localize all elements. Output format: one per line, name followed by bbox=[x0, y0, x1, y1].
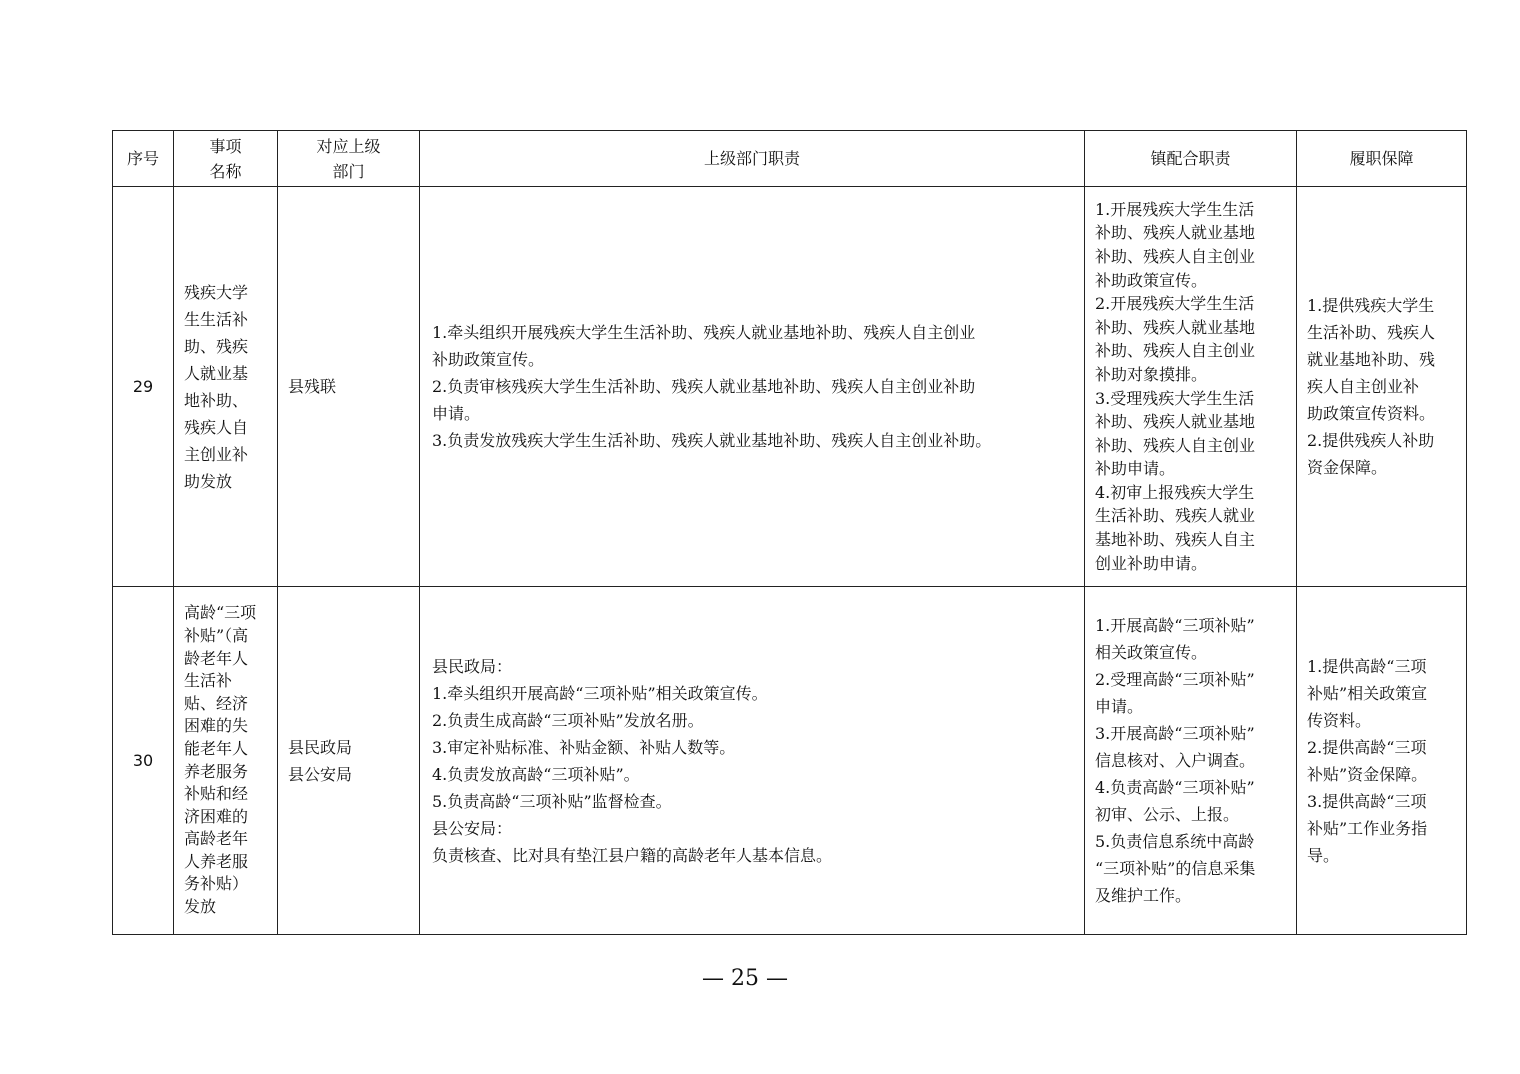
town-duty-cell bbox=[1085, 587, 1297, 935]
guarantee-line: 补贴”相关政策宣 bbox=[1307, 683, 1428, 703]
row-number: 29 bbox=[113, 187, 174, 587]
guarantee-line: 补贴”工作业务指 bbox=[1307, 818, 1428, 838]
item-name-line: 养老服务 bbox=[184, 761, 249, 781]
item-name-line: 补贴”（高 bbox=[184, 625, 249, 645]
town-duty-line: 申请。 bbox=[1095, 697, 1144, 716]
superior-duty-line: 3.审定补贴标准、补贴金额、补贴人数等。 bbox=[432, 737, 736, 757]
guarantee-line: 传资料。 bbox=[1307, 710, 1372, 730]
row-number: 30 bbox=[113, 587, 174, 935]
town-duty-cell bbox=[1085, 187, 1297, 587]
superior-duty-line: 1.牵头组织开展残疾大学生生活补助、残疾人就业基地补助、残疾人自主创业 bbox=[432, 323, 976, 342]
guarantee-line: 生活补助、残疾人 bbox=[1307, 323, 1436, 342]
town-duty-line: 1.开展高龄“三项补贴” bbox=[1095, 616, 1255, 635]
town-duty-line: 补助申请。 bbox=[1095, 459, 1176, 479]
superior-duty-line: 1.牵头组织开展高龄“三项补贴”相关政策宣传。 bbox=[432, 683, 768, 703]
guarantee-line: 1.提供残疾大学生 bbox=[1307, 296, 1435, 315]
header-name-line: 名称 bbox=[209, 161, 242, 181]
town-duty-line: 补助、残疾人自主创业 bbox=[1095, 341, 1256, 361]
department-line: 县民政局 bbox=[288, 737, 353, 757]
item-name-line: 能老年人 bbox=[184, 738, 249, 758]
item-name-line: 人就业基 bbox=[184, 363, 249, 383]
department-cell bbox=[278, 587, 420, 935]
item-name-line: 龄老年人 bbox=[184, 648, 249, 668]
item-name-line: 助、残疾 bbox=[184, 336, 249, 356]
item-name-line: 地补助、 bbox=[184, 390, 249, 410]
town-duty-line: 生活补助、残疾人就业 bbox=[1095, 506, 1256, 526]
department-line: 县残联 bbox=[288, 377, 337, 396]
table-row bbox=[113, 587, 1467, 935]
item-name-line: 济困难的 bbox=[184, 806, 249, 826]
superior-duty-line: 县民政局： bbox=[432, 656, 513, 676]
town-duty-line: 创业补助申请。 bbox=[1095, 553, 1208, 573]
guarantee-line: 助政策宣传资料。 bbox=[1307, 404, 1436, 423]
header-superior: 上级部门职责 bbox=[420, 131, 1085, 187]
item-name-line: 人养老服 bbox=[184, 851, 249, 871]
guarantee-cell bbox=[1297, 587, 1467, 935]
town-duty-line: 补助、残疾人自主创业 bbox=[1095, 435, 1256, 455]
town-duty-line: 2.开展残疾大学生生活 bbox=[1095, 294, 1255, 314]
guarantee-line: 补贴”资金保障。 bbox=[1307, 764, 1428, 784]
town-duty-line: 补助、残疾人就业基地 bbox=[1095, 317, 1256, 337]
department-cell bbox=[278, 187, 420, 587]
guarantee-line: 1.提供高龄“三项 bbox=[1307, 656, 1427, 676]
town-duty-line: “三项补贴”的信息采集 bbox=[1095, 859, 1256, 878]
item-name-line: 生生活补 bbox=[184, 309, 249, 329]
header-name-line: 事项 bbox=[209, 136, 242, 156]
superior-duty-line: 3.负责发放残疾大学生生活补助、残疾人就业基地补助、残疾人自主创业补助。 bbox=[432, 431, 992, 450]
town-duty-line: 3.开展高龄“三项补贴” bbox=[1095, 724, 1255, 743]
town-duty-line: 补助、残疾人就业基地 bbox=[1095, 412, 1256, 432]
item-name-cell bbox=[174, 587, 278, 935]
guarantee-cell bbox=[1297, 187, 1467, 587]
item-name-line: 高龄“三项 bbox=[184, 603, 257, 623]
header-town: 镇配合职责 bbox=[1085, 131, 1297, 187]
item-name-line: 务补贴） bbox=[184, 874, 249, 894]
guarantee-line: 导。 bbox=[1307, 845, 1340, 865]
town-duty-line: 信息核对、入户调查。 bbox=[1095, 751, 1256, 770]
item-name-line: 残疾大学 bbox=[184, 282, 249, 302]
guarantee-line: 就业基地补助、残 bbox=[1307, 350, 1436, 369]
superior-duty-line: 补助政策宣传。 bbox=[432, 350, 545, 369]
superior-duty-line: 2.负责生成高龄“三项补贴”发放名册。 bbox=[432, 710, 704, 730]
town-duty-line: 补助、残疾人自主创业 bbox=[1095, 246, 1256, 266]
header-name bbox=[174, 131, 278, 187]
town-duty-line: 补助对象摸排。 bbox=[1095, 364, 1208, 384]
town-duty-line: 补助政策宣传。 bbox=[1095, 270, 1208, 290]
town-duty-line: 3.受理残疾大学生生活 bbox=[1095, 388, 1255, 408]
guarantee-line: 2.提供高龄“三项 bbox=[1307, 737, 1427, 757]
guarantee-line: 资金保障。 bbox=[1307, 458, 1388, 477]
item-name-line: 发放 bbox=[184, 897, 217, 917]
guarantee-line: 疾人自主创业补 bbox=[1307, 377, 1420, 396]
superior-duty-line: 负责核查、比对具有垫江县户籍的高龄老年人基本信息。 bbox=[432, 845, 833, 865]
item-name-line: 贴、经济 bbox=[184, 693, 249, 713]
item-name-line: 生活补 bbox=[184, 671, 233, 691]
guarantee-line: 2.提供残疾人补助 bbox=[1307, 431, 1435, 450]
town-duty-line: 相关政策宣传。 bbox=[1095, 643, 1208, 662]
item-name-line: 困难的失 bbox=[184, 716, 249, 736]
item-name-line: 高龄老年 bbox=[184, 829, 249, 849]
town-duty-line: 及维护工作。 bbox=[1095, 886, 1192, 905]
superior-duty-line: 5.负责高龄“三项补贴”监督检查。 bbox=[432, 791, 672, 811]
page-number: — 25 — bbox=[702, 966, 788, 991]
town-duty-line: 1.开展残疾大学生生活 bbox=[1095, 199, 1255, 219]
item-name-line: 残疾人自 bbox=[184, 417, 249, 437]
item-name-cell bbox=[174, 187, 278, 587]
item-name-line: 助发放 bbox=[184, 471, 233, 491]
guarantee-line: 3.提供高龄“三项 bbox=[1307, 791, 1427, 811]
town-duty-line: 2.受理高龄“三项补贴” bbox=[1095, 670, 1255, 689]
department-line: 县公安局 bbox=[288, 764, 353, 784]
town-duty-line: 基地补助、残疾人自主 bbox=[1095, 530, 1256, 550]
town-duty-line: 4.负责高龄“三项补贴” bbox=[1095, 778, 1255, 797]
item-name-line: 主创业补 bbox=[184, 444, 249, 464]
superior-duty-line: 申请。 bbox=[432, 404, 481, 423]
town-duty-line: 补助、残疾人就业基地 bbox=[1095, 223, 1256, 243]
superior-duty-cell bbox=[420, 187, 1085, 587]
item-name-line: 补贴和经 bbox=[184, 784, 249, 804]
header-dept bbox=[278, 131, 420, 187]
superior-duty-cell bbox=[420, 587, 1085, 935]
superior-duty-line: 县公安局： bbox=[432, 818, 513, 838]
duty-table bbox=[112, 130, 1467, 935]
header-no: 序号 bbox=[113, 131, 174, 187]
header-dept-line: 对应上级 bbox=[316, 136, 381, 156]
header-dept-line: 部门 bbox=[332, 161, 365, 181]
superior-duty-line: 2.负责审核残疾大学生生活补助、残疾人就业基地补助、残疾人自主创业补助 bbox=[432, 377, 976, 396]
town-duty-line: 初审、公示、上报。 bbox=[1095, 805, 1240, 824]
superior-duty-line: 4.负责发放高龄“三项补贴”。 bbox=[432, 764, 640, 784]
town-duty-line: 4.初审上报残疾大学生 bbox=[1095, 482, 1255, 502]
header-row bbox=[113, 131, 1467, 187]
header-guarantee: 履职保障 bbox=[1297, 131, 1467, 187]
table-row bbox=[113, 187, 1467, 587]
town-duty-line: 5.负责信息系统中高龄 bbox=[1095, 832, 1255, 851]
